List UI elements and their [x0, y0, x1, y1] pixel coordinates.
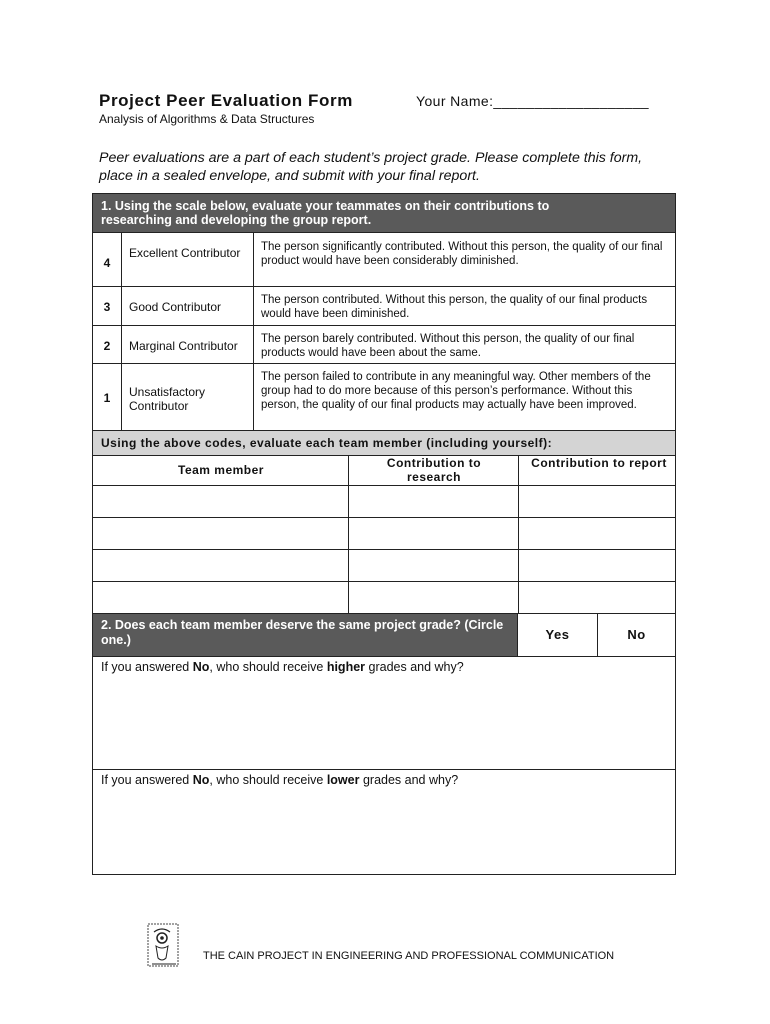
member-row-3-report-cell[interactable] — [519, 550, 675, 581]
member-row-3-name-cell[interactable] — [93, 550, 348, 581]
course-subtitle: Analysis of Algorithms & Data Structures — [99, 112, 315, 126]
q-lower-no: No — [192, 773, 210, 787]
q-lower-key: lower — [326, 773, 360, 787]
intro-instructions: Peer evaluations are a part of each student’s project grade. Please complete this form, place in a sealed envelope, and submit with your final report. — [99, 150, 643, 184]
member-row-1-research-cell[interactable] — [349, 486, 518, 516]
q-higher-mid: , who should receive — [209, 660, 327, 674]
section1-heading-text — [101, 199, 621, 227]
scale-code-2: 2 — [103, 339, 111, 353]
scale-label-2: Marginal Contributor — [129, 339, 238, 353]
member-row-4-research-cell[interactable] — [349, 582, 518, 613]
q-higher-key: higher — [326, 660, 366, 674]
member-row-4-report-cell[interactable] — [519, 582, 675, 613]
your-name-field[interactable]: Your Name:___________________ — [416, 93, 649, 109]
scale-code-3: 3 — [103, 300, 111, 314]
scale-label-4: Excellent Contributor — [129, 246, 241, 260]
q-higher-post: grades and why? — [365, 660, 464, 674]
q-higher-pre: If you answered — [101, 660, 193, 674]
scale-desc-3: The person contributed. Without this person, the quality of our final products would have been diminished. — [261, 294, 648, 320]
member-row-3-research-cell[interactable] — [349, 550, 518, 581]
scale-label-1: Unsatisfactory Contributor — [129, 385, 206, 413]
higher-grades-answer-area[interactable] — [93, 678, 675, 768]
scale-desc-4: The person significantly contributed. Without this person, the quality of our final product would have been considerably diminished. — [261, 241, 663, 267]
page-title: Project Peer Evaluation Form — [99, 91, 353, 110]
scale-label-3: Good Contributor — [129, 300, 222, 314]
footer-text: THE CAIN PROJECT IN ENGINEERING AND PROFESSIONAL COMMUNICATION — [203, 950, 615, 962]
q-lower-mid: , who should receive — [209, 773, 327, 787]
no-option[interactable]: No — [627, 627, 646, 642]
evaluation-form — [92, 193, 676, 875]
q-higher-no: No — [192, 660, 210, 674]
member-row-2-research-cell[interactable] — [349, 518, 518, 549]
member-row-2-name-cell[interactable] — [93, 518, 348, 549]
codes-heading — [93, 431, 675, 455]
scale-code-4: 4 — [103, 256, 111, 270]
cain-project-logo-icon — [140, 922, 184, 970]
col-contribution-research: Contribution to research — [386, 456, 482, 484]
member-row-1-report-cell[interactable] — [519, 486, 675, 516]
q-lower-pre: If you answered — [101, 773, 193, 787]
col-team-member: Team member — [178, 463, 264, 477]
lower-grades-answer-area[interactable] — [93, 791, 675, 873]
section1-heading-label: 1. Using the scale below, evaluate your teammates on their contributions to researching and developing the group report. — [101, 199, 550, 227]
col-contribution-report: Contribution to report — [531, 456, 667, 470]
member-row-1-name-cell[interactable] — [93, 486, 348, 516]
lower-grades-question — [101, 773, 458, 787]
scale-desc-2: The person barely contributed. Without this person, the quality of our final products would have been about the same. — [261, 333, 635, 359]
member-row-2-report-cell[interactable] — [519, 518, 675, 549]
section1-heading — [93, 194, 675, 232]
q-lower-post: grades and why? — [359, 773, 459, 787]
scale-desc-1: The person failed to contribute in any meaningful way. Other members of the group had to do more because of this person’s performance. Without this person, the quality of our final products may actually have been improved. — [261, 371, 651, 411]
section2-heading-text: 2. Does each team member deserve the same project grade? (Circle one.) — [101, 618, 504, 647]
codes-heading-text: Using the above codes, evaluate each team member (including yourself): — [101, 436, 553, 450]
member-row-4-name-cell[interactable] — [93, 582, 348, 613]
higher-grades-question — [101, 660, 464, 674]
section2-heading — [93, 614, 517, 656]
yes-option[interactable]: Yes — [545, 627, 570, 642]
scale-code-1: 1 — [103, 391, 111, 405]
